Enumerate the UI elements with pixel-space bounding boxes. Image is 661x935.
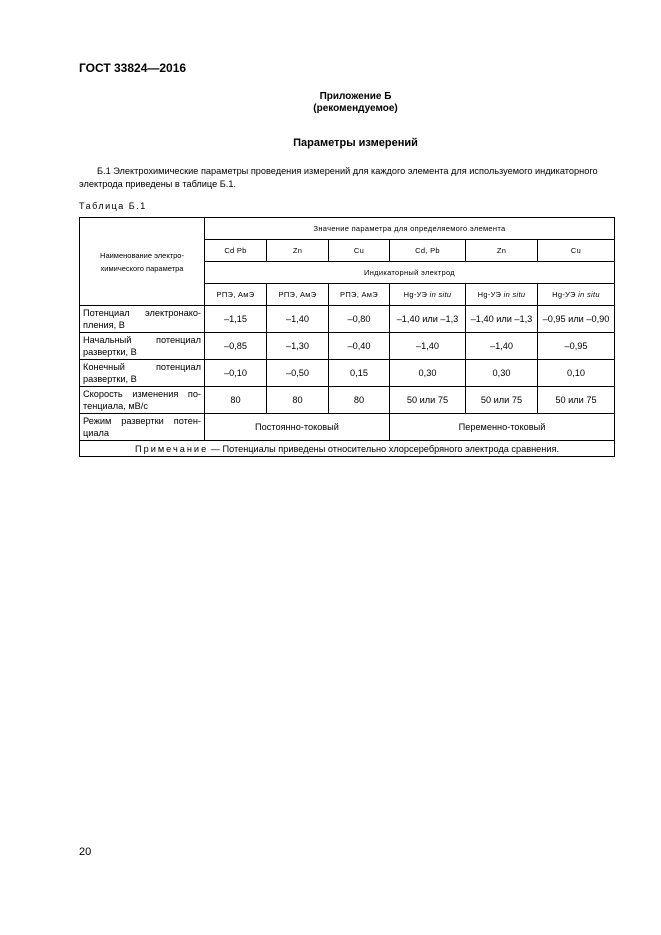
- row-param-name: Режим развертки потен- циала: [80, 414, 205, 441]
- element-header: Cu: [538, 240, 615, 262]
- row-value: 50 или 75: [538, 387, 615, 414]
- row-value: 0,15: [329, 360, 390, 387]
- electrode-cell: [390, 284, 466, 306]
- row-value: –1,40: [466, 333, 538, 360]
- element-header: Zn: [466, 240, 538, 262]
- row-value: 0,10: [538, 360, 615, 387]
- row-value: –0,50: [267, 360, 329, 387]
- note-text: — Потенциалы приведены относительно хлорсеребряного электрода сравнения.: [208, 443, 559, 454]
- electrode-in-situ: in situ: [578, 290, 600, 299]
- electrode-cell: [538, 284, 615, 306]
- row-value: 50 или 75: [390, 387, 466, 414]
- section-title: Параметры измерений: [293, 137, 418, 149]
- param-name-header: Наименование электро-химического параметра: [80, 218, 205, 306]
- table-row: [80, 333, 615, 360]
- element-header: Cd, Pb: [390, 240, 466, 262]
- row-value: –1,40: [390, 333, 466, 360]
- page-number: 20: [79, 846, 92, 858]
- electrode-cell: [466, 284, 538, 306]
- electrode-header: Индикаторный электрод: [205, 262, 615, 284]
- row-value: –0,85: [205, 333, 267, 360]
- appendix-subtitle: (рекомендуемое): [313, 103, 398, 114]
- appendix-heading: [0, 91, 661, 115]
- electrode-prefix: Hg-УЭ: [403, 290, 428, 299]
- electrode-in-situ: in situ: [429, 290, 452, 299]
- electrode-prefix: Hg-УЭ: [552, 290, 576, 299]
- row-value: –0,80: [329, 306, 390, 333]
- table-caption: Таблица Б.1: [79, 201, 147, 211]
- row-value: 80: [267, 387, 329, 414]
- element-header: Zn: [267, 240, 329, 262]
- row-param-name: Скорость изменения по- тенциала, мВ/с: [80, 387, 205, 414]
- appendix-title: Приложение Б: [319, 91, 392, 102]
- electrode-cell: РПЭ, АмЭ: [329, 284, 390, 306]
- row-param-name: Потенциал электронако- пления, В: [80, 306, 205, 333]
- table-note: [80, 441, 615, 457]
- table-row: [80, 414, 615, 441]
- row-value: –0,95 или –0,90: [538, 306, 615, 333]
- row-value: –0,95: [538, 333, 615, 360]
- electrode-prefix: Hg-УЭ: [477, 290, 502, 299]
- row-value: 80: [205, 387, 267, 414]
- row-value: 80: [329, 387, 390, 414]
- element-header: Cu: [329, 240, 390, 262]
- row-value: –1,30: [267, 333, 329, 360]
- row-value: –0,10: [205, 360, 267, 387]
- row-value: –1,40 или –1,3: [390, 306, 466, 333]
- electrode-cell: РПЭ, АмЭ: [205, 284, 267, 306]
- electrode-in-situ: in situ: [503, 290, 526, 299]
- row-value: –0,40: [329, 333, 390, 360]
- parameters-table: [79, 217, 615, 457]
- element-header: Cd Pb: [205, 240, 267, 262]
- mode-ac-value: Переменно-токовый: [390, 414, 615, 441]
- row-param-name: Конечный потенциал развертки, В: [80, 360, 205, 387]
- table-row: [80, 387, 615, 414]
- document-header: ГОСТ 33824—2016: [79, 61, 187, 75]
- value-header: Значение параметра для определяемого элемента: [205, 218, 615, 240]
- row-param-name: Начальный потенциал развертки, В: [80, 333, 205, 360]
- electrode-cell: РПЭ, АмЭ: [267, 284, 329, 306]
- row-value: –1,15: [205, 306, 267, 333]
- mode-dc-value: Постоянно-токовый: [205, 414, 390, 441]
- note-label: Примечание: [135, 443, 209, 454]
- row-value: 0,30: [390, 360, 466, 387]
- table-row: [80, 306, 615, 333]
- row-value: 0,30: [466, 360, 538, 387]
- row-value: 50 или 75: [466, 387, 538, 414]
- row-value: –1,40 или –1,3: [466, 306, 538, 333]
- table-row: [80, 360, 615, 387]
- row-value: –1,40: [267, 306, 329, 333]
- paragraph-b1: Б.1 Электрохимические параметры проведения измерений для каждого элемента для используемого индикаторного электрода приведены в таблице Б.1.: [79, 166, 598, 189]
- table-note-row: [80, 441, 615, 457]
